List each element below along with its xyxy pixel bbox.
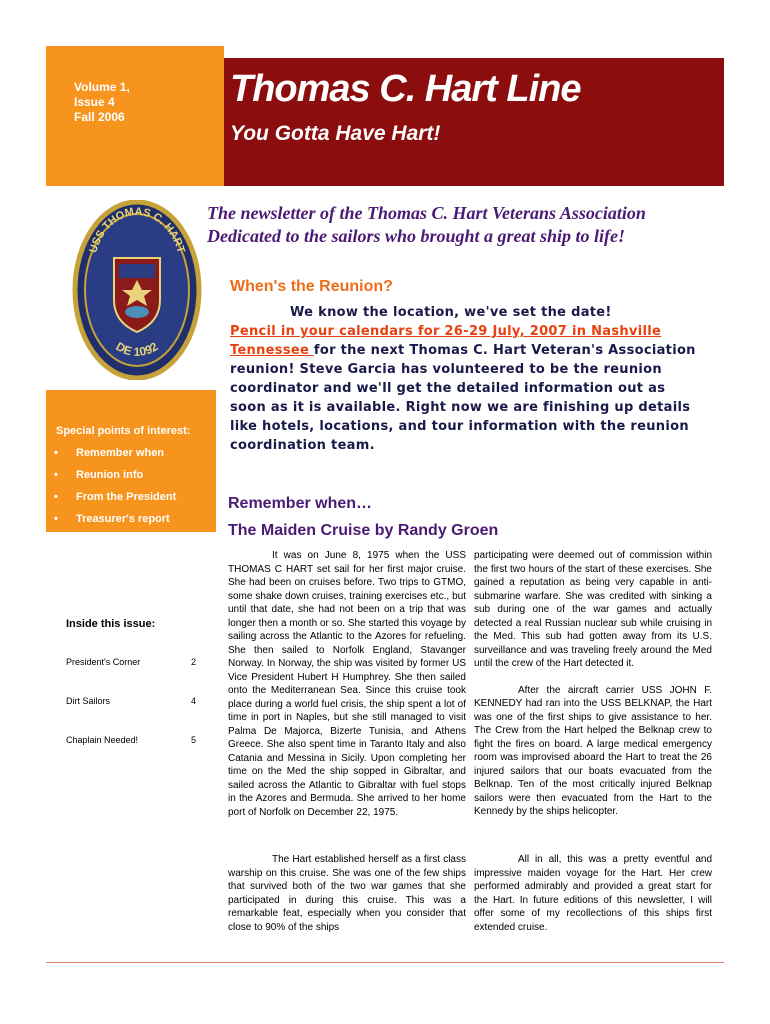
bullet-icon: • bbox=[54, 535, 58, 547]
toc-row[interactable] bbox=[66, 735, 196, 745]
article-column-2 bbox=[474, 549, 712, 819]
article-paragraph: participating were deemed out of commission within the first two hours of the start of these exercises. She gained a reputation as being very capable in anti-submarine warfare. She was credited with sinking a sub during one of the war games and actually detected a real Russian nuclear sub while cruising in the Med. This sub had gotten away from its U.S. surveillance and was traveling freely around the Med until the crew of the Hart detected it. bbox=[474, 550, 712, 669]
remember-heading bbox=[228, 490, 498, 544]
reunion-lead: We know the location, we've set the date! bbox=[290, 305, 612, 320]
reunion-article bbox=[230, 303, 700, 455]
reunion-text bbox=[230, 322, 700, 455]
bullet-icon: • bbox=[54, 469, 58, 481]
points-title: Special points of interest: bbox=[56, 425, 191, 437]
reunion-date-highlight: Pencil in your calendars for 26-29 July, 2007 in Nashville Tennessee bbox=[230, 324, 662, 358]
list-item: • From the President bbox=[54, 490, 176, 512]
issue-volume: Volume 1, bbox=[74, 80, 130, 94]
article-paragraph: It was on June 8, 1975 when the USS THOMAS C HART set sail for her first major cruise. She had been on cruises before. Two trips to GTMO, some shake down cruises, training exercises etc., but until that date, she had not been on a trip that was longer then a month or so. She started this voyage by sailing across the Atlantic to the Azores for refueling. She then sailed to Norfolk England, Stavanger Norway. In Norway, the ship was visited by former US Vice President Hubert H Humphrey. She then sailed onto the Mediterranean Sea. Since this cruise took place during a world fuel crisis, the ship spent a lot of time in port in Naples, but she still managed to visit Palma De Majorca, Bizerte Tunisia, and Athens Greece. She also spent time in Taranto Italy and also Catania and Messina in Sicily. Upon completing her time on the Med the ship sopped in Gibraltar, and sailed across the Atlantic to Gibraltar with fuel stops in the Azores and Bermuda. She arrived to her home port of Norfolk on December 22, 1975. bbox=[228, 550, 466, 818]
bullet-icon: • bbox=[54, 491, 58, 503]
remember-heading-line-1: Remember when… bbox=[228, 495, 373, 512]
svg-text:DE 1092: DE 1092 bbox=[113, 339, 161, 359]
issue-info bbox=[74, 80, 194, 125]
subtitle-line-2: Dedicated to the sailors who brought a great ship to life! bbox=[207, 226, 626, 246]
ship-patch-logo bbox=[72, 200, 202, 380]
list-item: • Reunion info bbox=[54, 468, 176, 490]
article-column-2-lower bbox=[474, 853, 712, 934]
list-item: • Remember when bbox=[54, 446, 176, 468]
toc-page: 4 bbox=[190, 696, 196, 706]
toc-row[interactable] bbox=[66, 657, 196, 667]
article-column-1-lower bbox=[228, 853, 466, 934]
subtitle-line-1: The newsletter of the Thomas C. Hart Veterans Association bbox=[207, 203, 646, 223]
points-list bbox=[54, 446, 176, 556]
article-column-1 bbox=[228, 549, 466, 819]
toc-row[interactable] bbox=[66, 696, 196, 706]
reunion-body-text: for the next Thomas C. Hart Veteran's Association reunion! Steve Garcia has volunteered to be the reunion coordinator and we'll get the detailed information out as soon as it is available. Right now we are finishing up details like hotels, locations, and tour information with the reunion coordination team. bbox=[230, 343, 696, 453]
list-item: • Dirt Sailors bbox=[54, 534, 176, 556]
reunion-heading: When's the Reunion? bbox=[230, 278, 393, 295]
toc-label: President's Corner bbox=[66, 657, 141, 667]
toc-label: Chaplain Needed! bbox=[66, 735, 139, 745]
article-paragraph: All in all, this was a pretty eventful and impressive maiden voyage for the Hart. Her crew performed admirably and provided a great start for the Hart. In future editions of this newsletter, I will offer some of my recollections of this ships first extended cruise. bbox=[474, 854, 712, 933]
list-item: • Treasurer's report bbox=[54, 512, 176, 534]
remember-heading-line-2: The Maiden Cruise by Randy Groen bbox=[228, 522, 499, 539]
toc-label: Dirt Sailors bbox=[66, 696, 111, 706]
svg-text:USS THOMAS C. HART: USS THOMAS C. HART bbox=[87, 205, 187, 255]
newsletter-title: Thomas C. Hart Line bbox=[230, 68, 581, 110]
article-paragraph: The Hart established herself as a first class warship on this cruise. She was one of the few ships that survived both of the two war games that she participated in during this cruise. This was a remarkable feat, especially when you consider that close to 90% of the ships bbox=[228, 854, 466, 933]
newsletter-subtitle bbox=[207, 202, 727, 248]
toc-page: 5 bbox=[190, 735, 196, 745]
bullet-icon: • bbox=[54, 447, 58, 459]
article-paragraph: After the aircraft carrier USS JOHN F. KENNEDY had ran into the USS BELKNAP, the Hart was one of the first ships to give assistance to her. The Crew from the Hart helped the Belknap crew to fight the fires on board. A large medical emergency room was improvised aboard the Hart to treat the 26 injured sailors that our boats evacuated from the Belknap. Ten of the most critically injured Belknap sailors were then evacuated from the Hart to the Kennedy by the ships helicopter. bbox=[474, 684, 712, 817]
inside-issue-title: Inside this issue: bbox=[66, 618, 156, 630]
newsletter-tagline: You Gotta Have Hart! bbox=[230, 122, 441, 145]
footer-divider bbox=[46, 962, 724, 963]
bullet-icon: • bbox=[54, 513, 58, 525]
toc-page: 2 bbox=[190, 657, 196, 667]
issue-season: Fall 2006 bbox=[74, 110, 125, 124]
issue-number: Issue 4 bbox=[74, 95, 115, 109]
